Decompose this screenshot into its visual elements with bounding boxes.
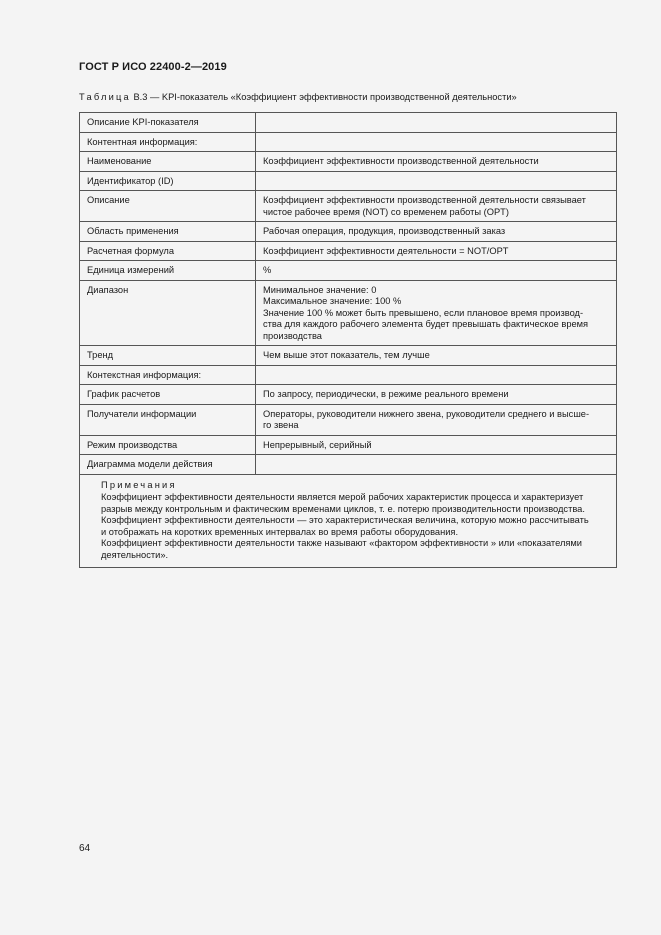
- row-label: Область применения: [80, 222, 256, 242]
- table-row: [80, 191, 617, 222]
- row-value: [256, 171, 617, 191]
- row-value-line: Чем выше этот показатель, тем лучше: [263, 350, 430, 360]
- row-value: [256, 222, 617, 242]
- row-label: Режим производства: [80, 435, 256, 455]
- table-row: [80, 455, 617, 475]
- row-value-line: Коэффициент эффективности производственной деятельности: [263, 156, 539, 166]
- row-value-line: Коэффициент эффективности деятельности = NOT/OPT: [263, 245, 509, 256]
- table-row: [80, 152, 617, 172]
- table-row: [80, 435, 617, 455]
- notes-line: Коэффициент эффективности деятельности является мерой рабочих характеристик процесса и характеризует: [101, 492, 584, 502]
- notes-line: Коэффициент эффективности деятельности также называют «фактором эффективности » или «показателями: [101, 538, 582, 548]
- row-label: Наименование: [80, 152, 256, 172]
- row-value-line: Непрерывный, серийный: [263, 439, 372, 450]
- notes-cell: [80, 474, 617, 568]
- table-row: [80, 280, 617, 346]
- table-row: [80, 346, 617, 366]
- notes-line: деятельности».: [101, 549, 169, 560]
- notes-paragraph: [87, 492, 610, 538]
- row-value: [256, 261, 617, 281]
- table-row: [80, 365, 617, 385]
- notes-heading: Примечания: [101, 479, 177, 490]
- row-value-line: производства: [263, 330, 322, 341]
- table-row: [80, 222, 617, 242]
- row-value: [256, 365, 617, 385]
- row-value-line: Минимальное значение: 0: [263, 284, 377, 295]
- row-label: Идентификатор (ID): [80, 171, 256, 191]
- row-value: [256, 404, 617, 435]
- row-value: [256, 346, 617, 366]
- table-row: [80, 113, 617, 133]
- kpi-table: [79, 112, 617, 568]
- row-value: [256, 385, 617, 405]
- row-label: Контекстная информация:: [80, 365, 256, 385]
- table-row: [80, 132, 617, 152]
- row-value: [256, 191, 617, 222]
- table-row: [80, 171, 617, 191]
- row-value-line: Коэффициент эффективности производственной деятельности связывает: [263, 195, 586, 205]
- row-value-line: Значение 100 % может быть превышено, если плановое время производ-: [263, 307, 584, 318]
- caption-number: В.3: [133, 92, 148, 102]
- notes-line: Коэффициент эффективности деятельности — это характеристическая величина, которую можно рассчитывать: [101, 515, 589, 525]
- table-caption: [79, 92, 517, 102]
- table-row: [80, 385, 617, 405]
- notes-row: [80, 474, 617, 568]
- row-value-line: Максимальное значение: 100 %: [263, 296, 402, 306]
- row-label: Контентная информация:: [80, 132, 256, 152]
- notes-line: и отображать на коротких временных интервалах во время работы оборудования.: [101, 526, 459, 537]
- row-value-line: По запросу, периодически, в режиме реального времени: [263, 389, 509, 399]
- row-value: [256, 113, 617, 133]
- row-value-line: %: [263, 265, 272, 275]
- table-row: [80, 261, 617, 281]
- row-label: Тренд: [80, 346, 256, 366]
- row-value-line: Рабочая операция, продукция, производственный заказ: [263, 226, 506, 236]
- row-value: [256, 132, 617, 152]
- row-value: [256, 152, 617, 172]
- notes-line: разрыв между контрольным и фактическим временами циклов, т. е. потерю производительности производства.: [101, 503, 585, 514]
- table-row: [80, 241, 617, 261]
- row-value: [256, 435, 617, 455]
- row-label: Получатели информации: [80, 404, 256, 435]
- row-label: Диаграмма модели действия: [80, 455, 256, 475]
- row-label: Описание: [80, 191, 256, 222]
- row-value-line: го звена: [263, 420, 299, 430]
- row-value: [256, 241, 617, 261]
- table-row: [80, 404, 617, 435]
- document-header: ГОСТ Р ИСО 22400-2—2019: [79, 61, 227, 73]
- row-label: Единица измерений: [80, 261, 256, 281]
- row-label: Расчетная формула: [80, 241, 256, 261]
- page-number: 64: [79, 843, 91, 854]
- notes-paragraph: [87, 538, 610, 561]
- row-label: Описание KPI-показателя: [80, 113, 256, 133]
- row-value-line: ства для каждого рабочего элемента будет превышать фактическое время: [263, 319, 589, 329]
- caption-title: — KPI-показатель «Коэффициент эффективности производственной деятельности»: [150, 92, 517, 102]
- row-value: [256, 455, 617, 475]
- row-value-line: Операторы, руководители нижнего звена, руководители среднего и высше-: [263, 408, 590, 419]
- row-label: Диапазон: [80, 280, 256, 346]
- caption-prefix: Таблица: [79, 92, 131, 102]
- row-value: [256, 280, 617, 346]
- row-label: График расчетов: [80, 385, 256, 405]
- row-value-line: чистое рабочее время (NOT) со временем работы (OPT): [263, 206, 509, 217]
